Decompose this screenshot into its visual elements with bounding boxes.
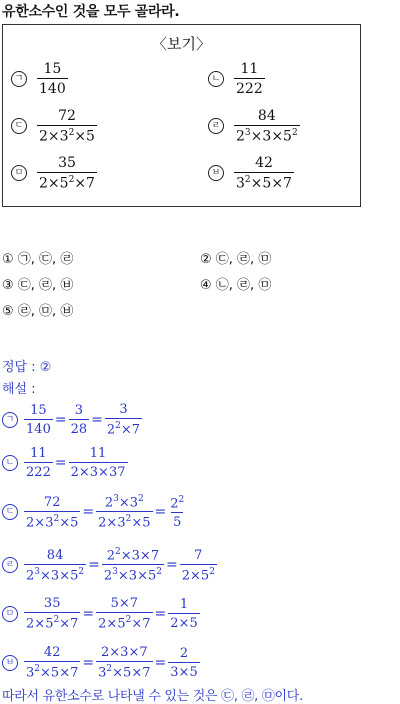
denominator: $3^2\times 5\times 7$: [24, 661, 80, 680]
step-fraction: [69, 446, 128, 480]
denominator: 222: [24, 462, 53, 480]
numerator: $2^2\times 3\times 7$: [106, 547, 160, 564]
bogi-item-ㅂ: [208, 155, 294, 192]
item-mark: ㄱ: [11, 71, 27, 87]
denominator: $2^3\times 3\times 5^2$: [102, 564, 164, 583]
bogi-title: 〈보기〉: [152, 35, 211, 53]
bogi-item-ㄹ: [208, 108, 300, 145]
explanation-row-ㅂ: [2, 645, 200, 680]
numerator: 42: [43, 645, 61, 660]
denominator: $3^2\times 5\times 7$: [96, 661, 152, 680]
denominator: $2^3\times 3\times 5^2$: [24, 564, 86, 583]
item-mark: ㄷ: [11, 118, 27, 134]
explanation-row-ㄴ: [2, 446, 128, 480]
step-fraction: [96, 645, 152, 680]
denominator: 2×3×37: [69, 462, 128, 480]
numerator: 11: [30, 446, 47, 461]
explanation-title: 해설 :: [2, 382, 36, 397]
item-mark: ㄷ: [2, 504, 18, 520]
denominator: $2^2\times 7$: [105, 418, 142, 437]
equals-sign: =: [82, 504, 95, 521]
numerator: 35: [43, 596, 61, 611]
explanation-row-ㄹ: [2, 547, 217, 584]
denominator: 222: [234, 78, 265, 97]
explanation-row-ㄷ: [2, 494, 186, 531]
denominator: $3^2\times 5\times 7$: [234, 172, 294, 192]
item-mark: ㄱ: [2, 412, 18, 428]
step-fraction: [105, 402, 142, 437]
conclusion-text: 따라서 유한소수로 나타낼 수 있는 것은 ㉢, ㉣, ㉤이다.: [2, 689, 303, 704]
equals-sign: =: [154, 605, 167, 622]
equals-sign: =: [54, 411, 67, 428]
item-fraction: [37, 108, 97, 145]
numerator: 2: [179, 645, 189, 661]
step-fraction: [24, 446, 53, 480]
equals-sign: =: [82, 654, 95, 671]
bogi-item-ㄷ: [11, 108, 97, 145]
denominator: 5: [171, 512, 183, 530]
numerator: 3: [119, 402, 128, 417]
numerator: 84: [257, 108, 276, 124]
numerator: $2^2$: [170, 494, 185, 511]
equals-sign: =: [82, 605, 95, 622]
numerator: 72: [58, 108, 76, 124]
equals-sign: =: [91, 411, 103, 428]
denominator: 140: [37, 78, 68, 97]
denominator: 28: [69, 419, 90, 437]
bogi-item-ㅁ: [11, 155, 97, 192]
step-fraction: [24, 645, 80, 680]
denominator: $2^3\times 3\times 5^2$: [234, 125, 300, 145]
bogi-item-ㄱ: [11, 61, 68, 97]
step-fraction: [102, 547, 164, 584]
numerator: 35: [58, 155, 76, 171]
choice-3[interactable]: ③ ㉢, ㉣, ㉥: [2, 278, 74, 293]
step-fraction: [96, 494, 152, 531]
item-mark: ㅁ: [2, 606, 18, 622]
step-fraction: [96, 596, 152, 631]
numerator: 1: [179, 596, 189, 612]
item-mark: ㄹ: [208, 118, 224, 134]
equals-sign: =: [54, 455, 67, 471]
numerator: 7: [194, 547, 203, 563]
step-fraction: [180, 548, 217, 583]
choice-4[interactable]: ④ ㉡, ㉣, ㉤: [200, 278, 272, 293]
denominator: $2\times 5^2\times 7$: [96, 612, 152, 631]
step-fraction: [168, 646, 199, 680]
denominator: 3×5: [168, 662, 199, 680]
numerator: 15: [43, 61, 62, 77]
equals-sign: =: [88, 557, 100, 574]
denominator: $2\times 5^2$: [180, 564, 217, 583]
answer-line: 정답 : ②: [2, 360, 52, 375]
bogi-item-ㄴ: [208, 61, 265, 97]
question-text: 유한소수인 것을 모두 골라라.: [2, 4, 180, 20]
denominator: $2\times 3^2\times 5$: [37, 125, 97, 145]
explanation-row-ㅁ: [2, 596, 200, 631]
choice-2[interactable]: ② ㉢, ㉣, ㉤: [200, 252, 272, 267]
item-mark: ㄴ: [2, 455, 18, 471]
item-mark: ㅁ: [11, 165, 27, 181]
equals-sign: =: [154, 504, 167, 521]
item-fraction: [37, 61, 68, 97]
numerator: 15: [30, 402, 47, 418]
bogi-box: [2, 24, 361, 207]
item-fraction: [234, 108, 300, 145]
denominator: $2\times 3^2\times 5$: [96, 511, 152, 530]
item-fraction: [234, 155, 294, 192]
numerator: 11: [89, 446, 107, 461]
step-fraction: [24, 596, 80, 631]
step-fraction: [168, 597, 199, 631]
step-fraction: [24, 403, 53, 437]
item-mark: ㅂ: [208, 165, 224, 181]
numerator: 2×3×7: [100, 645, 148, 660]
numerator: 5×7: [110, 596, 139, 611]
choice-1[interactable]: ① ㉠, ㉢, ㉣: [2, 252, 74, 267]
item-mark: ㄹ: [2, 557, 18, 573]
item-fraction: [234, 61, 265, 97]
denominator: 140: [24, 419, 53, 437]
numerator: 72: [43, 494, 61, 510]
numerator: 11: [240, 61, 259, 77]
numerator: 3: [74, 402, 83, 418]
item-mark: ㅂ: [2, 655, 18, 671]
denominator: $2\times 3^2\times 5$: [24, 511, 80, 530]
equals-sign: =: [154, 654, 167, 671]
denominator: $2\times 5^2\times 7$: [24, 612, 80, 631]
numerator: 42: [255, 155, 273, 171]
step-fraction: [24, 495, 80, 530]
denominator: $2\times 5^2\times 7$: [37, 172, 97, 192]
numerator: $2^3\times 3^2$: [104, 494, 144, 511]
item-fraction: [37, 155, 97, 192]
step-fraction: [24, 548, 86, 583]
step-fraction: [69, 403, 90, 437]
denominator: 2×5: [168, 613, 199, 631]
step-fraction: [168, 495, 186, 530]
choice-5[interactable]: ⑤ ㉣, ㉤, ㉥: [2, 304, 74, 319]
explanation-row-ㄱ: [2, 402, 142, 437]
numerator: 84: [46, 547, 64, 563]
item-mark: ㄴ: [208, 71, 224, 87]
equals-sign: =: [165, 557, 178, 574]
